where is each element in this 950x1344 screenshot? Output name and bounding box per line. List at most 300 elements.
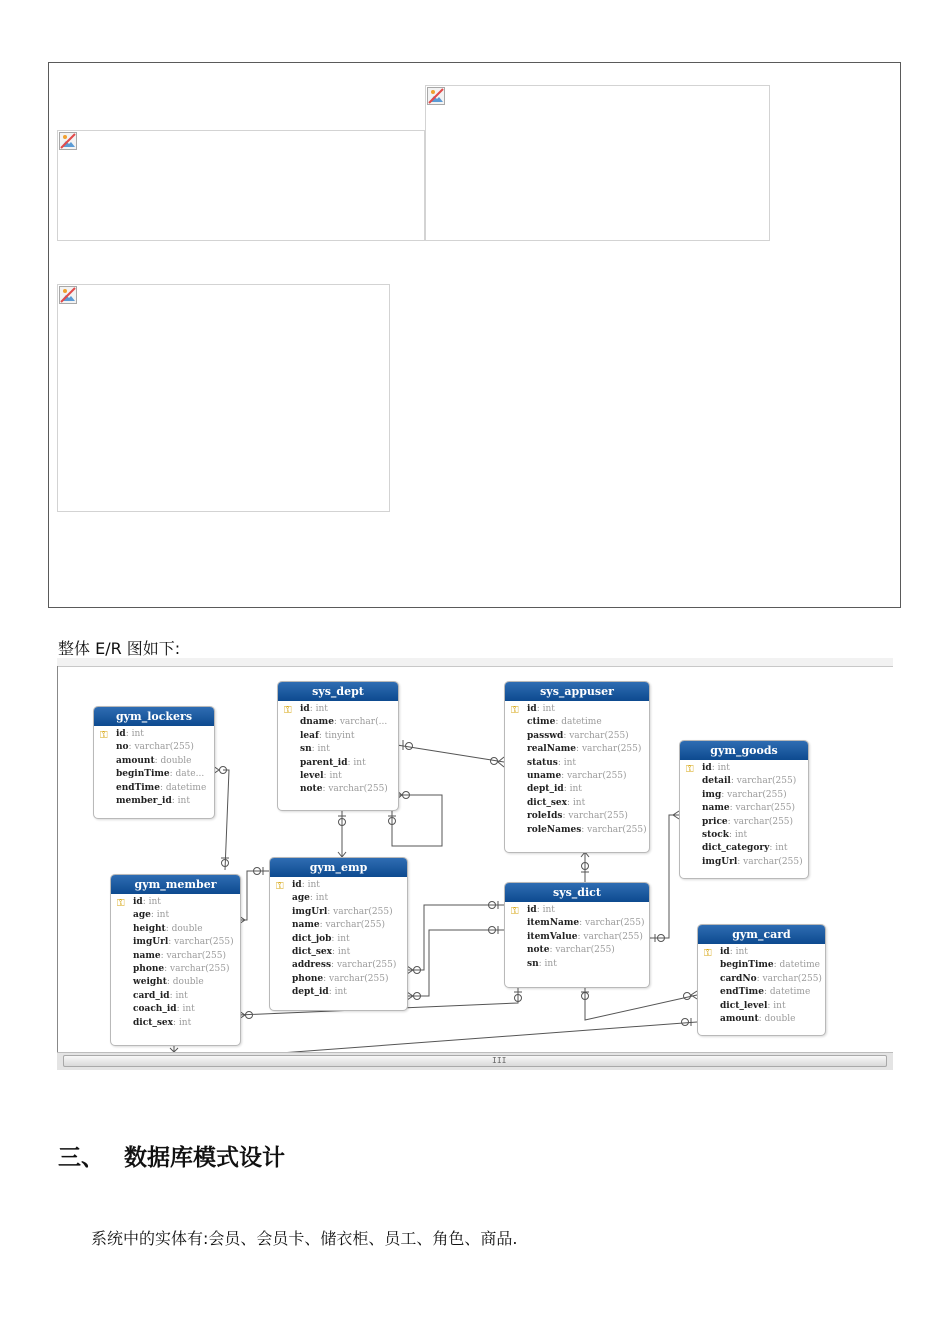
field-row — [698, 1013, 825, 1026]
field-name: status — [527, 757, 558, 768]
field-name: parent_id — [300, 757, 348, 768]
field-separator: : — [567, 797, 573, 808]
field-name: id — [527, 704, 537, 714]
field-name: imgUrl — [292, 906, 328, 917]
broken-image-icon — [427, 87, 445, 105]
field-row — [505, 783, 649, 796]
field-name: amount — [720, 1013, 759, 1024]
section-number: 三、 — [58, 1145, 104, 1171]
image-placeholder-3 — [57, 284, 390, 512]
entity-sys-appuser[interactable] — [504, 681, 650, 853]
field-type: int — [178, 1017, 192, 1028]
field-separator: : — [164, 963, 171, 974]
field-row — [698, 946, 825, 959]
rel-card-member — [267, 1022, 697, 1052]
field-separator: : — [169, 769, 176, 780]
entity-gym-card[interactable] — [697, 924, 826, 1036]
field-separator: : — [159, 782, 166, 793]
field-separator: : — [563, 730, 570, 741]
field-list — [505, 701, 649, 837]
primary-key-icon: ⚿ — [276, 881, 284, 892]
field-name: phone — [133, 963, 165, 974]
rel-dict-card — [585, 986, 697, 1020]
field-type: int — [542, 704, 555, 714]
rel-dept-self — [392, 795, 442, 846]
field-row — [111, 963, 240, 976]
field-type: varchar(255) — [733, 816, 794, 827]
field-row — [698, 1000, 825, 1013]
field-type: datetime — [561, 717, 602, 728]
field-name: sn — [300, 744, 312, 755]
field-name: imgUrl — [133, 937, 169, 948]
field-name: coach_id — [133, 1004, 177, 1015]
field-separator: : — [727, 816, 734, 827]
field-separator: : — [581, 824, 588, 835]
field-separator: : — [323, 770, 330, 781]
field-type: varchar(255) — [569, 730, 629, 741]
field-type: int — [317, 744, 330, 755]
field-type: int — [775, 843, 788, 854]
entity-gym-emp[interactable] — [269, 857, 408, 1011]
field-separator: : — [756, 973, 763, 984]
field-row — [680, 829, 808, 842]
field-separator: : — [773, 960, 780, 971]
field-row — [278, 770, 398, 783]
field-name: ctime — [527, 717, 556, 728]
field-row — [111, 1017, 240, 1030]
field-type: int — [544, 958, 557, 969]
field-row — [270, 986, 407, 999]
field-separator: : — [331, 933, 338, 944]
field-separator: : — [160, 950, 167, 961]
field-row — [270, 919, 407, 932]
field-row — [94, 755, 214, 768]
field-name: img — [702, 789, 722, 800]
field-name: member_id — [116, 795, 172, 806]
field-row — [505, 757, 649, 770]
field-name: name — [292, 920, 320, 931]
field-row — [111, 896, 240, 909]
field-separator: : — [322, 784, 329, 795]
field-name: itemName — [527, 918, 580, 929]
rel-dict-goods — [649, 815, 679, 938]
section-title: 数据库模式设计 — [124, 1145, 285, 1171]
field-type: varchar(255) — [555, 945, 615, 956]
field-name: card_id — [133, 990, 170, 1001]
field-separator: : — [737, 856, 744, 867]
field-name: roleIds — [527, 811, 563, 822]
field-row — [505, 931, 649, 944]
field-type: int — [182, 1004, 195, 1015]
field-type: tinyint — [324, 730, 355, 741]
field-name: realName — [527, 744, 577, 755]
field-row — [278, 703, 398, 716]
rel-dept-appuser — [397, 745, 504, 762]
field-row — [111, 909, 240, 922]
entity-title: sys_dict — [505, 883, 649, 902]
field-separator: : — [579, 918, 586, 929]
field-name: itemValue — [527, 931, 578, 942]
field-separator: : — [169, 990, 176, 1001]
field-separator: : — [323, 973, 330, 984]
er-caption: 整体 E/R 图如下: — [58, 639, 181, 658]
field-separator: : — [769, 843, 776, 854]
field-type: varchar(255) — [174, 937, 234, 948]
field-name: stock — [702, 829, 729, 840]
field-separator: : — [327, 906, 334, 917]
field-row — [505, 904, 649, 917]
field-type: varchar(255) — [567, 770, 627, 781]
field-row — [680, 842, 808, 855]
field-separator: : — [549, 945, 556, 956]
field-type: varchar(255) — [568, 811, 628, 822]
field-type: int — [353, 757, 366, 768]
field-type: int — [334, 987, 347, 998]
field-row — [680, 816, 808, 829]
field-type: varchar(255) — [581, 744, 642, 755]
field-row — [680, 802, 808, 815]
field-name: sn — [527, 958, 539, 969]
field-separator: : — [328, 987, 335, 998]
field-name: id — [527, 905, 537, 915]
field-type: double — [764, 1013, 796, 1024]
entity-title: gym_emp — [270, 858, 407, 877]
field-type: date... — [175, 769, 205, 780]
field-separator: : — [536, 905, 543, 915]
field-row — [505, 810, 649, 823]
field-separator: : — [142, 897, 149, 907]
entity-sys-dept[interactable] — [277, 681, 399, 811]
entity-gym-goods[interactable] — [679, 740, 809, 879]
field-list — [698, 944, 825, 1026]
field-separator: : — [166, 977, 173, 988]
field-name: id — [116, 729, 126, 739]
field-name: dname — [300, 717, 334, 728]
field-type: varchar(255) — [329, 973, 389, 984]
primary-key-icon: ⚿ — [117, 898, 125, 909]
field-name: dict_sex — [133, 1017, 174, 1028]
field-type: double — [160, 755, 192, 766]
field-name: name — [133, 950, 161, 961]
horizontal-scrollbar[interactable] — [57, 1052, 893, 1070]
scroll-grip-icon: III — [492, 1056, 507, 1065]
field-separator: : — [176, 1004, 183, 1015]
rel-dict-emp-upper — [407, 905, 504, 970]
field-row — [111, 923, 240, 936]
field-name: age — [133, 910, 151, 921]
field-type: varchar(255) — [134, 742, 194, 753]
field-name: cardNo — [720, 973, 757, 984]
image-placeholder-1 — [57, 130, 425, 241]
field-type: int — [131, 729, 144, 739]
field-row — [270, 973, 407, 986]
field-type: int — [315, 704, 328, 714]
field-type: varchar(255) — [587, 824, 647, 835]
field-row — [278, 730, 398, 743]
entity-title: gym_lockers — [94, 707, 214, 726]
field-separator: : — [309, 704, 316, 714]
field-row — [698, 986, 825, 999]
field-type: int — [717, 763, 730, 773]
field-row — [111, 950, 240, 963]
field-type: int — [307, 880, 320, 890]
field-row — [278, 716, 398, 729]
field-list — [278, 701, 398, 797]
field-separator: : — [536, 704, 543, 714]
field-name: price — [702, 816, 728, 827]
field-type: datetime — [779, 960, 820, 971]
broken-image-icon — [59, 132, 77, 150]
field-name: uname — [527, 770, 562, 781]
field-name: age — [292, 893, 310, 904]
entity-sys-dict[interactable] — [504, 882, 650, 988]
field-type: varchar(255) — [333, 906, 393, 917]
field-type: int — [329, 770, 342, 781]
field-row — [505, 770, 649, 783]
field-separator: : — [154, 755, 161, 766]
field-separator: : — [729, 947, 736, 957]
field-type: int — [156, 910, 170, 921]
field-separator: : — [576, 744, 582, 755]
entity-title: sys_dept — [278, 682, 398, 701]
rel-dict-emp-lower — [407, 930, 504, 996]
field-type: double — [172, 977, 204, 988]
primary-key-icon: ⚿ — [100, 730, 108, 741]
field-name: passwd — [527, 730, 564, 741]
field-name: phone — [292, 973, 324, 984]
field-separator: : — [319, 920, 326, 931]
er-diagram — [57, 658, 893, 1070]
field-name: dept_id — [292, 987, 329, 998]
entity-summary-paragraph: 系统中的实体有:会员、会员卡、储衣柜、员工、角色、商品. — [91, 1229, 518, 1248]
field-row — [680, 775, 808, 788]
entity-title: gym_card — [698, 925, 825, 944]
field-name: dict_level — [720, 1000, 768, 1011]
field-type: varchar(255) — [585, 918, 645, 929]
field-type: varchar(... — [339, 717, 388, 728]
field-type: int — [734, 829, 748, 840]
field-row — [94, 728, 214, 741]
field-type: int — [175, 990, 188, 1001]
field-type: varchar(255) — [583, 931, 643, 942]
field-name: note — [527, 945, 550, 956]
field-separator: : — [150, 910, 157, 921]
field-separator: : — [331, 960, 337, 971]
field-separator: : — [165, 923, 172, 934]
field-row — [505, 824, 649, 837]
field-name: dept_id — [527, 784, 564, 795]
field-type: varchar(255) — [736, 776, 797, 787]
field-row — [111, 1003, 240, 1016]
field-separator: : — [767, 1000, 774, 1011]
field-type: int — [563, 757, 577, 768]
field-name: endTime — [720, 987, 764, 998]
field-name: beginTime — [720, 960, 774, 971]
field-type: varchar(255) — [325, 920, 385, 931]
field-name: level — [300, 770, 324, 781]
field-separator: : — [173, 1017, 179, 1028]
field-name: id — [300, 704, 310, 714]
field-separator: : — [563, 784, 570, 795]
primary-key-icon: ⚿ — [511, 705, 519, 716]
primary-key-icon: ⚿ — [511, 906, 519, 917]
field-separator: : — [171, 795, 178, 806]
field-name: id — [133, 897, 143, 907]
field-row — [278, 757, 398, 770]
field-row — [270, 946, 407, 959]
field-name: dict_category — [702, 843, 770, 854]
field-row — [270, 892, 407, 905]
field-name: id — [702, 763, 712, 773]
field-row — [505, 958, 649, 971]
field-name: dict_job — [292, 933, 332, 944]
field-row — [111, 976, 240, 989]
field-type: int — [148, 897, 161, 907]
field-separator: : — [128, 742, 135, 753]
field-type: int — [337, 946, 351, 957]
field-type: int — [542, 905, 555, 915]
field-separator: : — [347, 757, 354, 768]
field-separator: : — [311, 744, 318, 755]
field-type: int — [315, 893, 329, 904]
scrollbar-thumb[interactable] — [63, 1055, 887, 1067]
field-row — [278, 743, 398, 756]
field-separator: : — [562, 811, 569, 822]
field-row — [505, 944, 649, 957]
field-type: int — [773, 1000, 786, 1011]
field-separator: : — [301, 880, 308, 890]
primary-key-icon: ⚿ — [704, 948, 712, 959]
field-name: dict_sex — [527, 797, 568, 808]
field-type: int — [735, 947, 748, 957]
field-row — [270, 959, 407, 972]
field-separator: : — [730, 776, 737, 787]
field-separator: : — [555, 717, 562, 728]
field-name: no — [116, 742, 129, 753]
field-type: int — [572, 797, 586, 808]
field-list — [680, 760, 808, 869]
field-name: id — [720, 947, 730, 957]
field-separator: : — [125, 729, 132, 739]
field-type: datetime — [165, 782, 207, 793]
entity-title: gym_member — [111, 875, 240, 894]
field-type: varchar(255) — [166, 950, 226, 961]
field-type: varchar(255) — [170, 963, 230, 974]
field-name: height — [133, 923, 166, 934]
field-type: datetime — [769, 987, 811, 998]
field-row — [698, 959, 825, 972]
field-row — [94, 795, 214, 808]
field-row — [505, 730, 649, 743]
field-type: varchar(255) — [727, 789, 787, 800]
field-name: address — [292, 960, 332, 971]
broken-image-icon — [59, 286, 77, 304]
field-separator: : — [318, 730, 325, 741]
field-separator: : — [577, 931, 584, 942]
field-list — [270, 877, 407, 1000]
rel-lockers-member — [223, 770, 229, 870]
primary-key-icon: ⚿ — [284, 705, 292, 716]
field-name: imgUrl — [702, 856, 738, 867]
entity-gym-member[interactable] — [110, 874, 241, 1046]
field-name: beginTime — [116, 769, 170, 780]
field-type: int — [177, 795, 190, 806]
field-name: detail — [702, 776, 731, 787]
image-frame — [48, 62, 901, 608]
field-list — [94, 726, 214, 808]
field-name: weight — [133, 977, 167, 988]
field-separator: : — [721, 789, 728, 800]
section-heading — [58, 1139, 285, 1172]
field-separator: : — [557, 757, 564, 768]
field-type: varchar(255) — [328, 784, 388, 795]
field-row — [680, 762, 808, 775]
field-separator: : — [763, 987, 770, 998]
field-row — [94, 768, 214, 781]
field-name: name — [702, 803, 730, 814]
field-separator: : — [758, 1013, 765, 1024]
field-separator: : — [309, 893, 316, 904]
field-row — [270, 906, 407, 919]
field-row — [94, 741, 214, 754]
field-name: leaf — [300, 730, 319, 741]
field-separator: : — [729, 803, 736, 814]
field-list — [111, 894, 240, 1030]
field-separator: : — [333, 717, 340, 728]
entity-gym-lockers[interactable] — [93, 706, 215, 819]
field-row — [278, 783, 398, 796]
field-name: note — [300, 784, 323, 795]
field-name: id — [292, 880, 302, 890]
field-separator: : — [538, 958, 545, 969]
field-type: int — [569, 784, 582, 795]
field-type: varchar(255) — [762, 973, 822, 984]
field-separator: : — [332, 946, 338, 957]
field-row — [505, 797, 649, 810]
entity-title: gym_goods — [680, 741, 808, 760]
field-name: roleNames — [527, 824, 582, 835]
field-name: dict_sex — [292, 946, 333, 957]
field-separator: : — [711, 763, 718, 773]
field-list — [505, 902, 649, 971]
rel-emp-member — [239, 871, 269, 920]
field-row — [94, 782, 214, 795]
primary-key-icon: ⚿ — [686, 764, 694, 775]
field-row — [270, 933, 407, 946]
field-type: varchar(255) — [336, 960, 397, 971]
field-row — [270, 879, 407, 892]
field-type: varchar(255) — [735, 803, 795, 814]
entity-title: sys_appuser — [505, 682, 649, 701]
field-separator: : — [728, 829, 735, 840]
field-type: double — [171, 923, 203, 934]
field-row — [680, 856, 808, 869]
field-row — [505, 917, 649, 930]
field-row — [111, 990, 240, 1003]
field-row — [111, 936, 240, 949]
field-row — [680, 789, 808, 802]
field-row — [505, 703, 649, 716]
field-type: varchar(255) — [743, 856, 803, 867]
field-name: amount — [116, 755, 155, 766]
field-row — [505, 743, 649, 756]
field-separator: : — [168, 937, 175, 948]
field-separator: : — [561, 770, 568, 781]
field-type: int — [337, 933, 350, 944]
field-row — [505, 716, 649, 729]
field-name: endTime — [116, 782, 160, 793]
field-row — [698, 973, 825, 986]
